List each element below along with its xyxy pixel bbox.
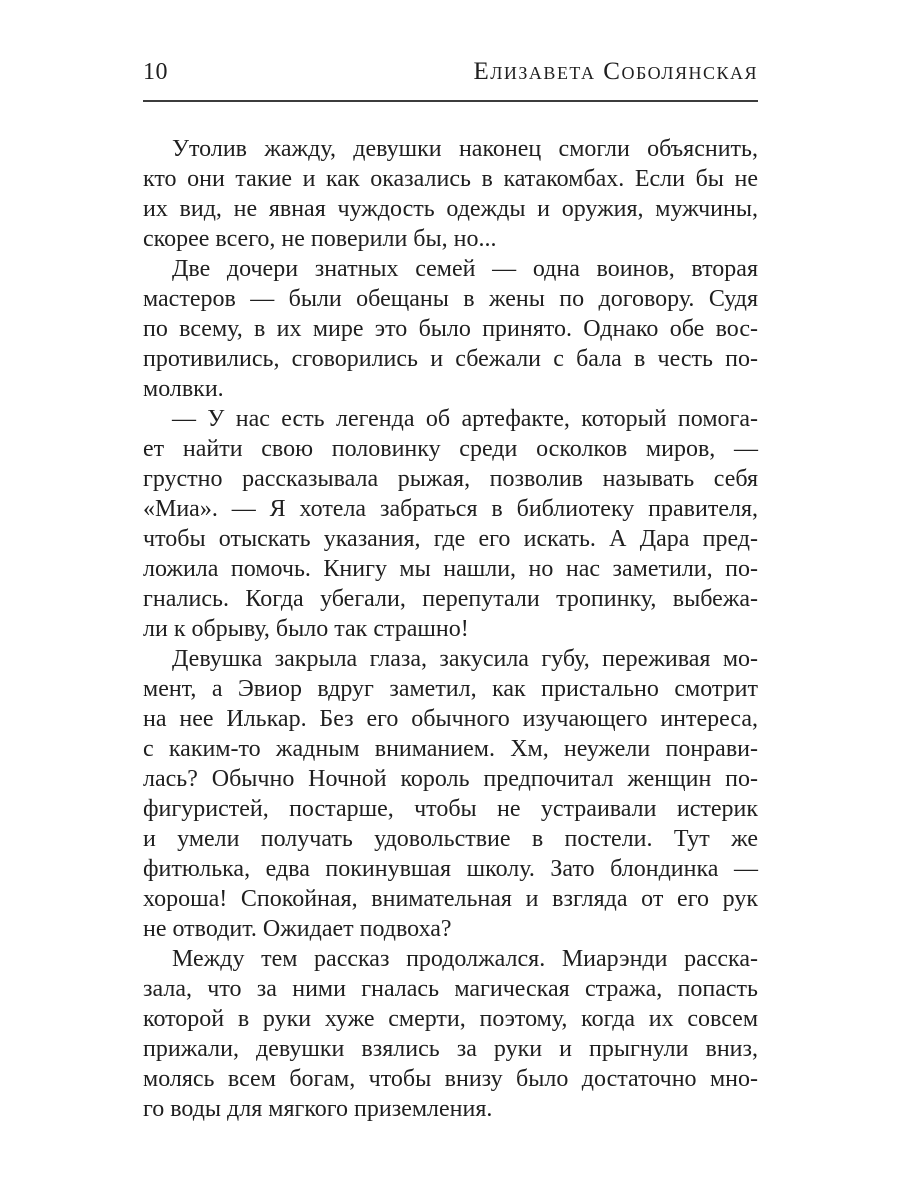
page-number: 10 [143, 59, 168, 85]
text-line: ложила помочь. Книгу мы нашли, но нас заметили, по- [143, 556, 758, 582]
text-line: «Миа». — Я хотела забраться в библиотеку правителя, [143, 496, 758, 522]
body-text [143, 134, 758, 1124]
text-line: зала, что за ними гналась магическая стража, попасть [143, 976, 758, 1002]
text-line: по всему, в их мире это было принято. Однако обе вос- [143, 316, 758, 342]
text-line: молвки. [143, 376, 224, 402]
text-line: — У нас есть легенда об артефакте, который помога- [172, 406, 758, 432]
paragraph [143, 644, 758, 944]
text-line: Две дочери знатных семей — одна воинов, вторая [172, 256, 758, 282]
author-name: Елизавета Соболянская [473, 58, 758, 85]
text-line: Утолив жажду, девушки наконец смогли объяснить, [172, 136, 758, 162]
text-line: Между тем рассказ продолжался. Миарэнди расска- [172, 946, 758, 972]
text-line: го воды для мягкого приземления. [143, 1096, 493, 1122]
paragraph [143, 134, 758, 254]
text-line: фитюлька, едва покинувшая школу. Зато блондинка — [143, 856, 758, 882]
running-header [143, 57, 758, 102]
text-line: и умели получать удовольствие в постели. Тут же [143, 826, 758, 852]
text-line: молясь всем богам, чтобы внизу было достаточно мно- [143, 1066, 758, 1092]
paragraph [143, 944, 758, 1124]
paragraph [143, 254, 758, 404]
text-line: противились, сговорились и сбежали с бала в честь по- [143, 346, 758, 372]
text-line: Девушка закрыла глаза, закусила губу, переживая мо- [172, 646, 758, 672]
text-line: скорее всего, не поверили бы, но... [143, 226, 497, 252]
text-line: лась? Обычно Ночной король предпочитал женщин по- [143, 766, 758, 792]
text-line: кто они такие и как оказались в катакомбах. Если бы не [143, 166, 758, 192]
text-line: грустно рассказывала рыжая, позволив называть себя [143, 466, 758, 492]
text-line: не отводит. Ожидает подвоха? [143, 916, 452, 942]
text-line: ли к обрыву, было так страшно! [143, 616, 469, 642]
text-line: ет найти свою половинку среди осколков миров, — [143, 436, 758, 462]
paragraph [143, 404, 758, 644]
text-line: хороша! Спокойная, внимательная и взгляда от его рук [143, 886, 758, 912]
text-line: мастеров — были обещаны в жены по договору. Судя [143, 286, 758, 312]
text-line: которой в руки хуже смерти, поэтому, когда их совсем [143, 1006, 758, 1032]
text-line: чтобы отыскать указания, где его искать. А Дара пред- [143, 526, 758, 552]
text-line: гнались. Когда убегали, перепутали тропинку, выбежа- [143, 586, 758, 612]
text-line: мент, а Эвиор вдруг заметил, как пристально смотрит [143, 676, 758, 702]
text-line: на нее Илькар. Без его обычного изучающего интереса, [143, 706, 758, 732]
text-line: фигуристей, постарше, чтобы не устраивали истерик [143, 796, 758, 822]
text-line: их вид, не явная чуждость одежды и оружия, мужчины, [143, 196, 758, 222]
text-line: прижали, девушки взялись за руки и прыгнули вниз, [143, 1036, 758, 1062]
text-line: с каким-то жадным вниманием. Хм, неужели понрави- [143, 736, 758, 762]
